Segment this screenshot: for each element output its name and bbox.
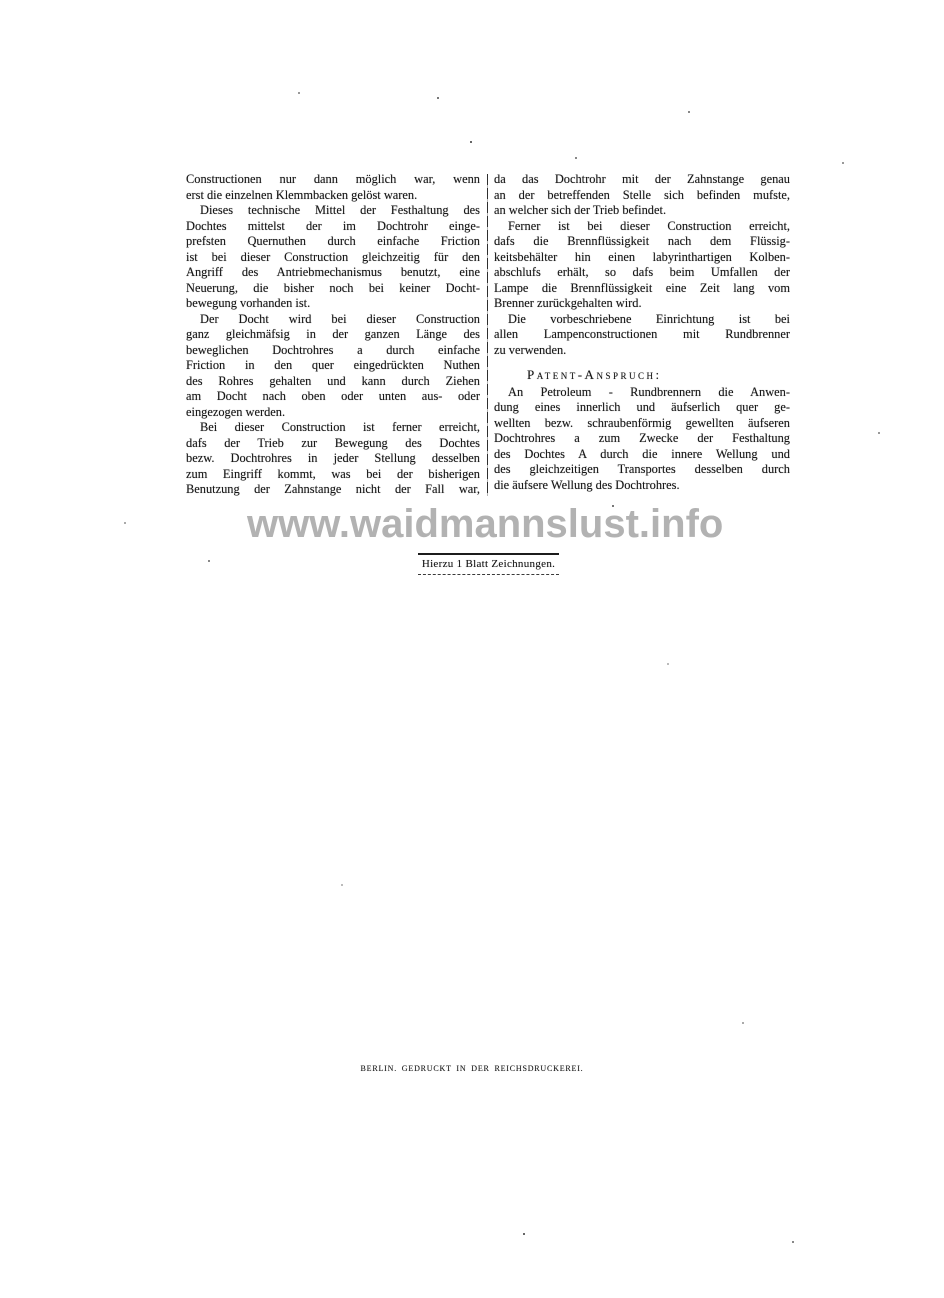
text-line: an welcher sich der Trieb befindet. — [494, 203, 667, 217]
note-bottom-rule — [418, 574, 559, 575]
text-line: ganz gleichmäfsig in der ganzen Länge des — [186, 327, 480, 341]
text-line: an der betreffenden Stelle sich befinden mufste, — [494, 187, 790, 202]
text-line: allen Lampenconstructionen mit Rundbrenner — [494, 327, 790, 341]
printer-imprint: BERLIN. GEDRUCKT IN DER REICHSDRUCKEREI. — [360, 1064, 584, 1073]
right-column-body — [494, 172, 790, 358]
text-line: Ferner ist bei dieser Construction erreicht, — [508, 218, 790, 233]
text-line: die äufsere Wellung des Dochtrohres. — [494, 477, 680, 492]
text-line: da das Dochtrohr mit der Zahnstange genau — [494, 172, 790, 186]
patent-claim-body — [494, 385, 790, 494]
text-line: An Petroleum - Rundbrennern die Anwen- — [508, 384, 790, 399]
drawing-note-box — [418, 553, 559, 575]
drawing-note-text: Hierzu 1 Blatt Zeichnungen. — [421, 558, 556, 570]
text-line: Constructionen nur dann möglich war, wenn — [186, 172, 480, 186]
text-line: des gleichzeitigen Transportes desselben durch — [494, 462, 790, 476]
text-line: Neuerung, die bisher noch bei keiner Docht- — [186, 280, 480, 295]
text-line: abschlufs erhält, so dafs beim Umfallen der — [494, 265, 790, 279]
text-line: Benutzung der Zahnstange nicht der Fall war, — [186, 482, 480, 496]
text-line: Dieses technische Mittel der Festhaltung des — [200, 203, 480, 217]
text-line: dafs die Brennflüssigkeit nach dem Flüssig- — [494, 234, 790, 248]
text-line: Bei dieser Construction ist ferner erreicht, — [200, 420, 480, 434]
text-line: Brenner zurückgehalten wird. — [494, 296, 642, 310]
text-line: dung eines innerlich und äufserlich quer ge- — [494, 400, 790, 414]
text-line: dafs der Trieb zur Bewegung des Dochtes — [186, 435, 480, 450]
text-line: zum Eingriff kommt, was bei der bisherigen — [186, 466, 480, 481]
text-line: des Dochtes A durch die innere Wellung und — [494, 446, 790, 461]
text-line: erst die einzelnen Klemmbacken gelöst waren. — [186, 187, 418, 202]
text-column-right — [494, 172, 790, 493]
text-line: bewegung vorhanden ist. — [186, 296, 311, 310]
text-line: Lampe die Brennflüssigkeit eine Zeit lang vom — [494, 280, 790, 295]
text-line: Friction in den quer eingedrückten Nuthen — [186, 358, 480, 372]
text-line: Die vorbeschriebene Einrichtung ist bei — [508, 311, 790, 326]
column-divider-rule — [487, 174, 488, 496]
text-line: des Rohres gehalten und kann durch Ziehen — [186, 373, 480, 388]
text-line: Angriff des Antriebmechanismus benutzt, eine — [186, 265, 480, 279]
text-line: am Docht nach oben oder unten aus- oder — [186, 389, 480, 403]
patent-claim-heading: Patent-Anspruch: — [527, 367, 662, 382]
text-line: Dochtrohres a zum Zwecke der Festhaltung — [494, 431, 790, 445]
text-column-left — [186, 172, 480, 498]
text-line: prefsten Quernuthen durch einfache Friction — [186, 234, 480, 248]
text-line: wellten bezw. schraubenförmig gewellten äufseren — [494, 415, 790, 430]
text-line: Dochtes mittelst der im Dochtrohr einge- — [186, 218, 480, 233]
text-line: zu verwenden. — [494, 342, 567, 357]
text-line: beweglichen Dochtrohres a durch einfache — [186, 342, 480, 357]
text-line: Der Docht wird bei dieser Construction — [200, 311, 480, 326]
text-line: ist bei dieser Construction gleichzeitig für den — [186, 249, 480, 264]
text-line: bezw. Dochtrohres in jeder Stellung desselben — [186, 451, 480, 465]
text-line: eingezogen werden. — [186, 404, 286, 419]
scan-noise-specks — [0, 0, 2, 2]
watermark-text: www.waidmannslust.info — [247, 502, 724, 546]
text-line: keitsbehälter hin einen labyrinthartigen Kolben- — [494, 249, 790, 264]
